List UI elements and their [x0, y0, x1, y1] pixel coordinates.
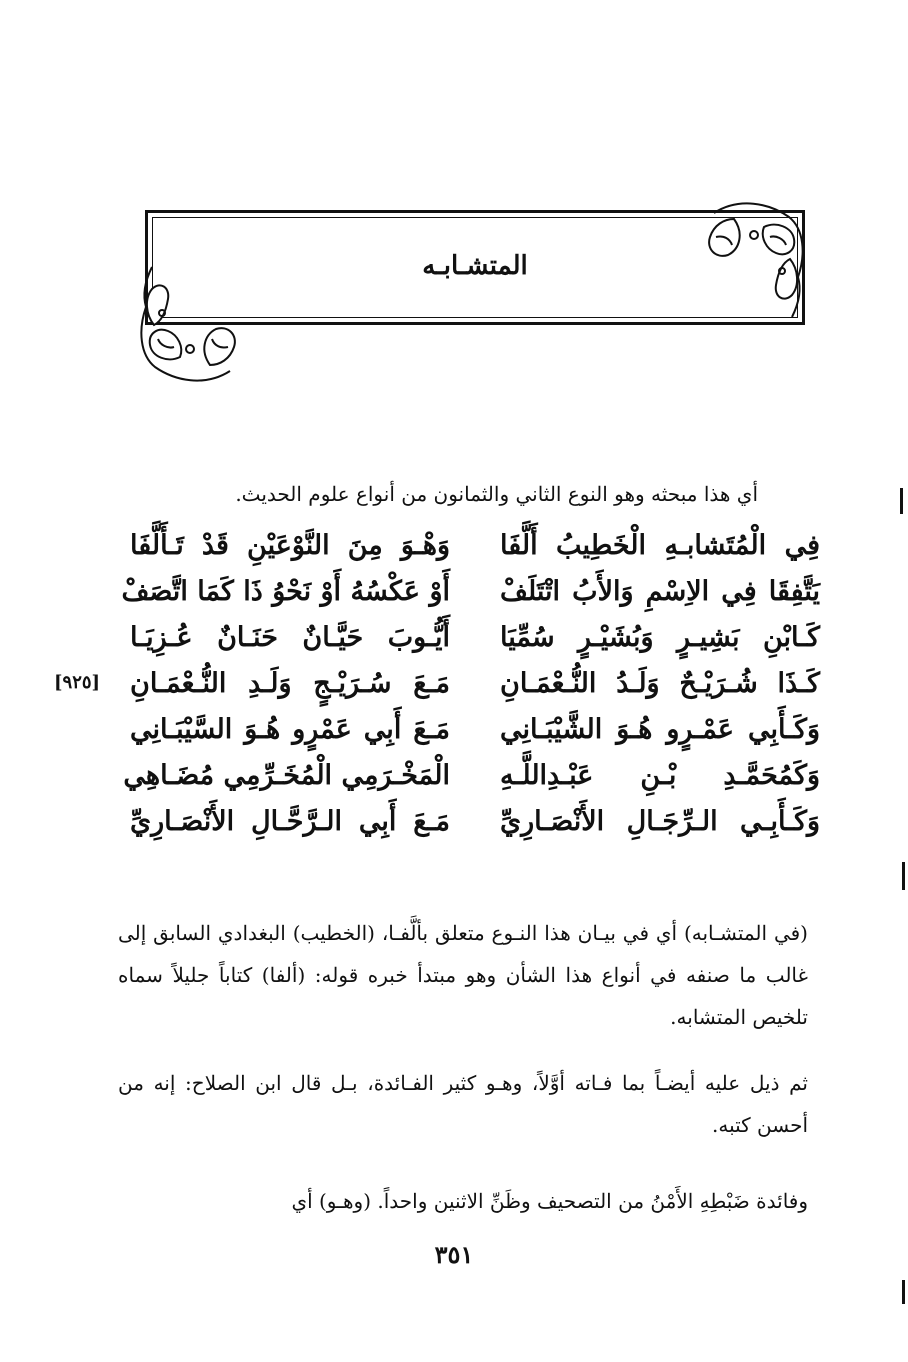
scan-edge-mark [902, 862, 905, 890]
page-number: ٣٥١ [434, 1240, 474, 1269]
commentary-paragraph: ثم ذيل عليه أيضـاً بما فـاته أوَّلاً، وهـو كثير الفـائدة، بـل قال ابن الصلاح: إنه من أحسن كتبه. [118, 1071, 808, 1137]
scan-edge-mark [902, 1280, 905, 1304]
commentary-paragraph: وفائدة ضَبْطِهِ الأَمْنُ من التصحيف وظَنِّ الاثنين واحداً. (وهـو) أي [291, 1189, 808, 1213]
verse-first-hemistich: يَتَّفِقَا فِي الاِسْمِ وَالأَبُ اتْتَلَفْ [500, 576, 820, 607]
verse-first-hemistich: وَكَـأَبِـي الـرِّجَـالِ الأَنْصَـارِيِّ [500, 806, 820, 837]
verse-first-hemistich: وَكَـأَبِي عَمْـرٍو هُـوَ الشَّيْبَـانِي [500, 714, 820, 745]
poem [54, 530, 820, 852]
poem-verse [110, 622, 820, 668]
verse-second-hemistich: مَـعَ أَبِي الـرَّحَّـالِ الأَنْصَـارِيِّ [130, 806, 450, 837]
verse-second-hemistich: الْمَخْـرَمِي الْمُخَـرِّمِي مُضَـاهِي [123, 760, 450, 791]
poem-verse [110, 760, 820, 806]
scan-edge-mark [900, 488, 903, 514]
chapter-title-frame [145, 210, 805, 325]
poem-verse [110, 714, 820, 760]
verse-number: [٩٢٥] [54, 672, 101, 693]
poem-verse [110, 530, 820, 576]
verse-second-hemistich: أَوْ عَكْسُهُ أَوْ نَحْوُ ذَا كَمَا اتَّصَفْ [121, 576, 450, 607]
poem-verse [110, 806, 820, 852]
chapter-title: المتشـابـه [422, 251, 528, 281]
verse-first-hemistich: كَـذَا شُـرَيْـحٌ وَلَـدُ النُّـعْمَـانِ [500, 668, 820, 699]
verse-second-hemistich: وَهْـوَ مِنَ النَّوْعَيْنِ قَدْ تَـأَلَّفَا [130, 530, 450, 561]
poem-verse [54, 668, 820, 714]
verse-second-hemistich: مَـعَ سُـرَيْـجٍ وَلَـدِ النُّـعْمَـانِ [130, 668, 450, 699]
verse-second-hemistich: أَيُّـوبَ حَيَّـانٌ حَنَـانٌ عُـزِيَـا [130, 622, 450, 653]
verse-first-hemistich: كَـابْنِ بَشِيـرٍ وَبُشَيْـرٍ سُمِّيَا [500, 622, 820, 653]
verse-second-hemistich: مَـعَ أَبِي عَمْرٍو هُـوَ السَّيْبَـانِي [130, 714, 450, 745]
commentary-paragraph: (في المتشـابه) أي في بيـان هذا النـوع متعلق بألَّفـا، (الخطيب) البغدادي السابق إلى غالب ما صنفه في أنواع هذا الشأن وهو مبتدأ خبره قوله: (ألفا) كتاباً جليلاً سماه تلخيص المتشابه. [118, 921, 808, 1029]
intro-line: أي هذا مبحثه وهو النوع الثاني والثمانون من أنواع علوم الحديث. [235, 482, 758, 506]
poem-verse [110, 576, 820, 622]
verse-first-hemistich: وَكَمُحَمَّـدِ بْـنِ عَبْـدِاللَّـهِ [500, 760, 820, 791]
verse-first-hemistich: فِي الْمُتَشابـهِ الْخَطِيبُ أَلَّفَا [500, 530, 820, 561]
